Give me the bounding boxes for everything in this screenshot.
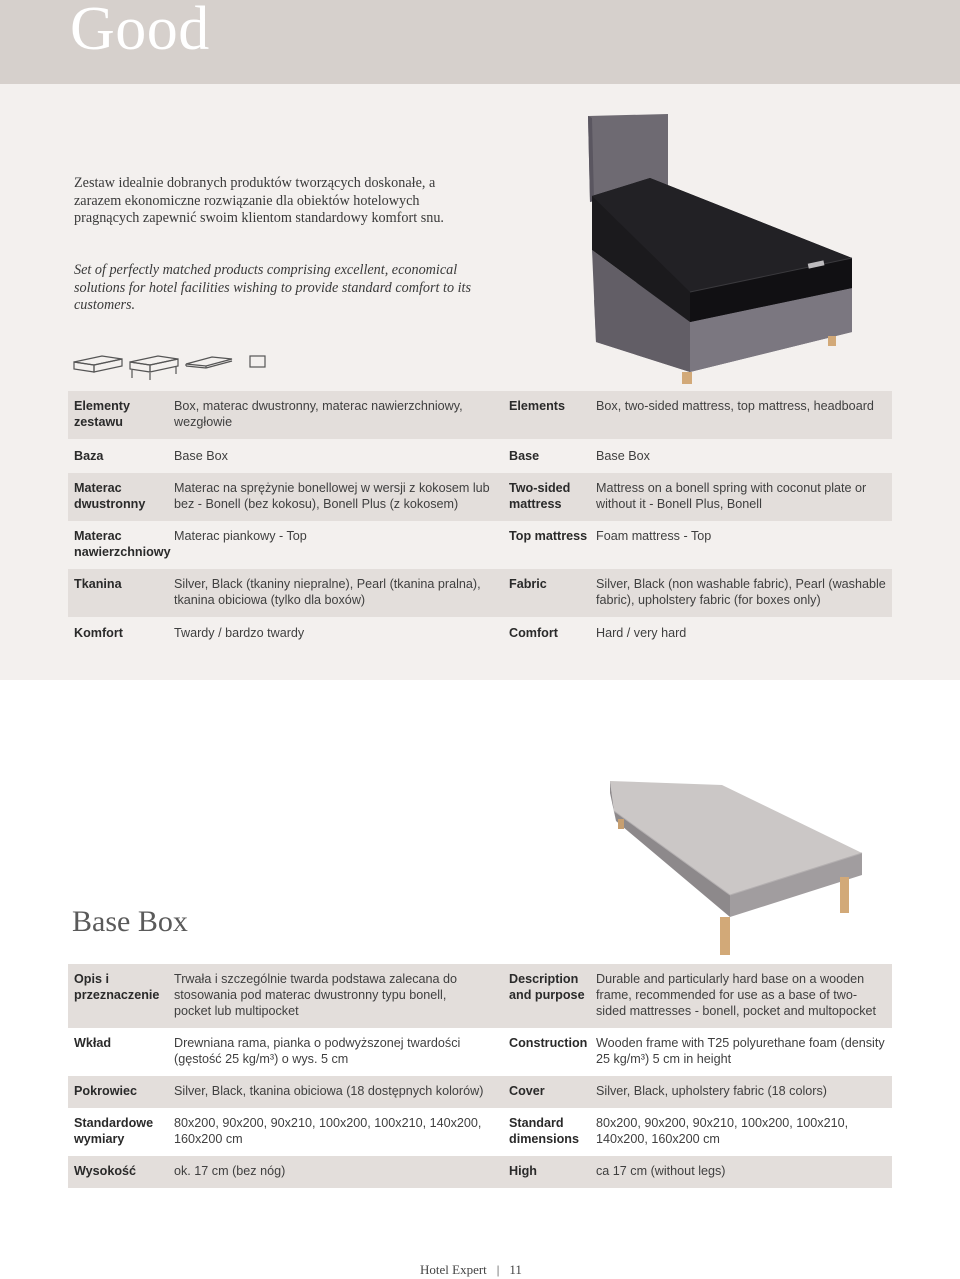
- table-row: [68, 1156, 892, 1188]
- box-icon: [74, 356, 122, 372]
- row-label-pl: Wkład: [74, 1036, 112, 1050]
- intro-text-pl: Zestaw idealnie dobranych produktów tworzących doskonałe, a zarazem ekonomiczne rozwiązanie dla obiektów hotelowych pragnących zapewnić swoim klientom standardowy komfort snu.: [74, 175, 444, 226]
- row-label-en: Fabric: [509, 577, 547, 591]
- row-label-en: Standard dimensions: [509, 1116, 579, 1146]
- row-value-en: Hard / very hard: [596, 626, 687, 640]
- row-value-en: Base Box: [596, 449, 650, 463]
- row-label-en: Two-sided mattress: [509, 481, 571, 511]
- row-label-pl: Wysokość: [74, 1164, 137, 1178]
- row-value-pl: Materac na sprężynie bonellowej w wersji z kokosem lub bez - Bonell (bez kokosu), Bonell Plus (z kokosem): [174, 481, 490, 511]
- page-footer: [420, 1262, 522, 1278]
- row-value-pl: Drewniana rama, pianka o podwyższonej twardości (gęstość 25 kg/m³) o wys. 5 cm: [174, 1036, 461, 1066]
- base-box-product-image: [600, 775, 868, 960]
- table-row: [68, 1028, 892, 1076]
- row-value-en: Box, two-sided mattress, top mattress, headboard: [596, 399, 874, 413]
- row-label-pl: Opis i przeznaczenie: [74, 972, 160, 1002]
- row-value-en: Wooden frame with T25 polyurethane foam (density 25 kg/m³) 5 cm in height: [596, 1036, 885, 1066]
- box-with-legs-icon: [130, 356, 178, 380]
- row-label-en: Elements: [509, 399, 565, 413]
- row-value-pl: 80x200, 90x200, 90x210, 100x200, 100x210, 140x200, 160x200 cm: [174, 1116, 482, 1146]
- row-value-pl: Silver, Black (tkaniny niepralne), Pearl (tkanina pralna), tkanina obiciowa (tylko dla boxów): [174, 577, 481, 607]
- table-row: [68, 964, 892, 1028]
- row-label-pl: Elementy zestawu: [74, 399, 130, 429]
- row-label-en: Construction: [509, 1036, 588, 1050]
- footer-separator: |: [496, 1262, 500, 1277]
- row-label-pl: Pokrowiec: [74, 1084, 137, 1098]
- table-row: [68, 1076, 892, 1108]
- row-value-en: Silver, Black (non washable fabric), Pearl (washable fabric), upholstery fabric (for boxes only): [596, 577, 886, 607]
- row-value-en: Foam mattress - Top: [596, 529, 712, 543]
- table-row: [68, 473, 892, 521]
- row-value-pl: ok. 17 cm (bez nóg): [174, 1164, 286, 1178]
- table-row: [68, 391, 892, 439]
- footer-brand: Hotel Expert: [420, 1262, 487, 1277]
- row-label-pl: Standardowe wymiary: [74, 1116, 154, 1146]
- set-components-icons: [72, 352, 272, 382]
- row-label-pl: Tkanina: [74, 577, 122, 591]
- headboard-icon: [250, 356, 265, 367]
- row-value-pl: Box, materac dwustronny, materac nawierzchniowy, wezgłowie: [174, 399, 463, 429]
- row-value-en: Durable and particularly hard base on a wooden frame, recommended for use as a base of two-sided mattresses - bonell, pocket and multopocket: [596, 972, 877, 1018]
- row-value-pl: Trwała i szczególnie twarda podstawa zalecana do stosowania pod materac dwustronny typu bonell, pocket lub multipocket: [174, 972, 458, 1018]
- row-label-pl: Komfort: [74, 626, 123, 640]
- intro-text-en: Set of perfectly matched products comprising excellent, economical solutions for hotel facilities wishing to provide standard comfort to its customers.: [74, 262, 471, 313]
- table-row: [68, 569, 892, 617]
- table-row: [68, 441, 892, 471]
- row-label-en: Comfort: [509, 626, 558, 640]
- table-row: [68, 1108, 892, 1156]
- row-label-en: Top mattress: [509, 529, 588, 543]
- row-value-pl: Materac piankowy - Top: [174, 529, 307, 543]
- row-label-pl: Materac dwustronny: [74, 481, 146, 511]
- row-label-en: Base: [509, 449, 540, 463]
- page-title: Good: [70, 0, 210, 63]
- row-label-pl: Materac nawierzchniowy: [74, 529, 171, 559]
- row-value-en: Silver, Black, upholstery fabric (18 colors): [596, 1084, 827, 1098]
- row-value-pl: Silver, Black, tkanina obiciowa (18 dostępnych kolorów): [174, 1084, 484, 1098]
- row-label-en: High: [509, 1164, 537, 1178]
- row-label-pl: Baza: [74, 449, 104, 463]
- row-label-en: Cover: [509, 1084, 545, 1098]
- row-value-pl: Twardy / bardzo twardy: [174, 626, 305, 640]
- base-box-title: Base Box: [72, 905, 188, 938]
- table-row: [68, 618, 892, 648]
- row-value-pl: Base Box: [174, 449, 228, 463]
- page-number: 11: [509, 1262, 522, 1277]
- top-mattress-icon: [186, 357, 232, 368]
- row-value-en: ca 17 cm (without legs): [596, 1164, 726, 1178]
- bed-product-image: [580, 110, 860, 385]
- row-value-en: Mattress on a bonell spring with coconut plate or without it - Bonell Plus, Bonell: [596, 481, 867, 511]
- row-value-en: 80x200, 90x200, 90x210, 100x200, 100x210, 140x200, 160x200 cm: [596, 1116, 849, 1146]
- table-row: [68, 521, 892, 569]
- row-label-en: Description and purpose: [509, 972, 585, 1002]
